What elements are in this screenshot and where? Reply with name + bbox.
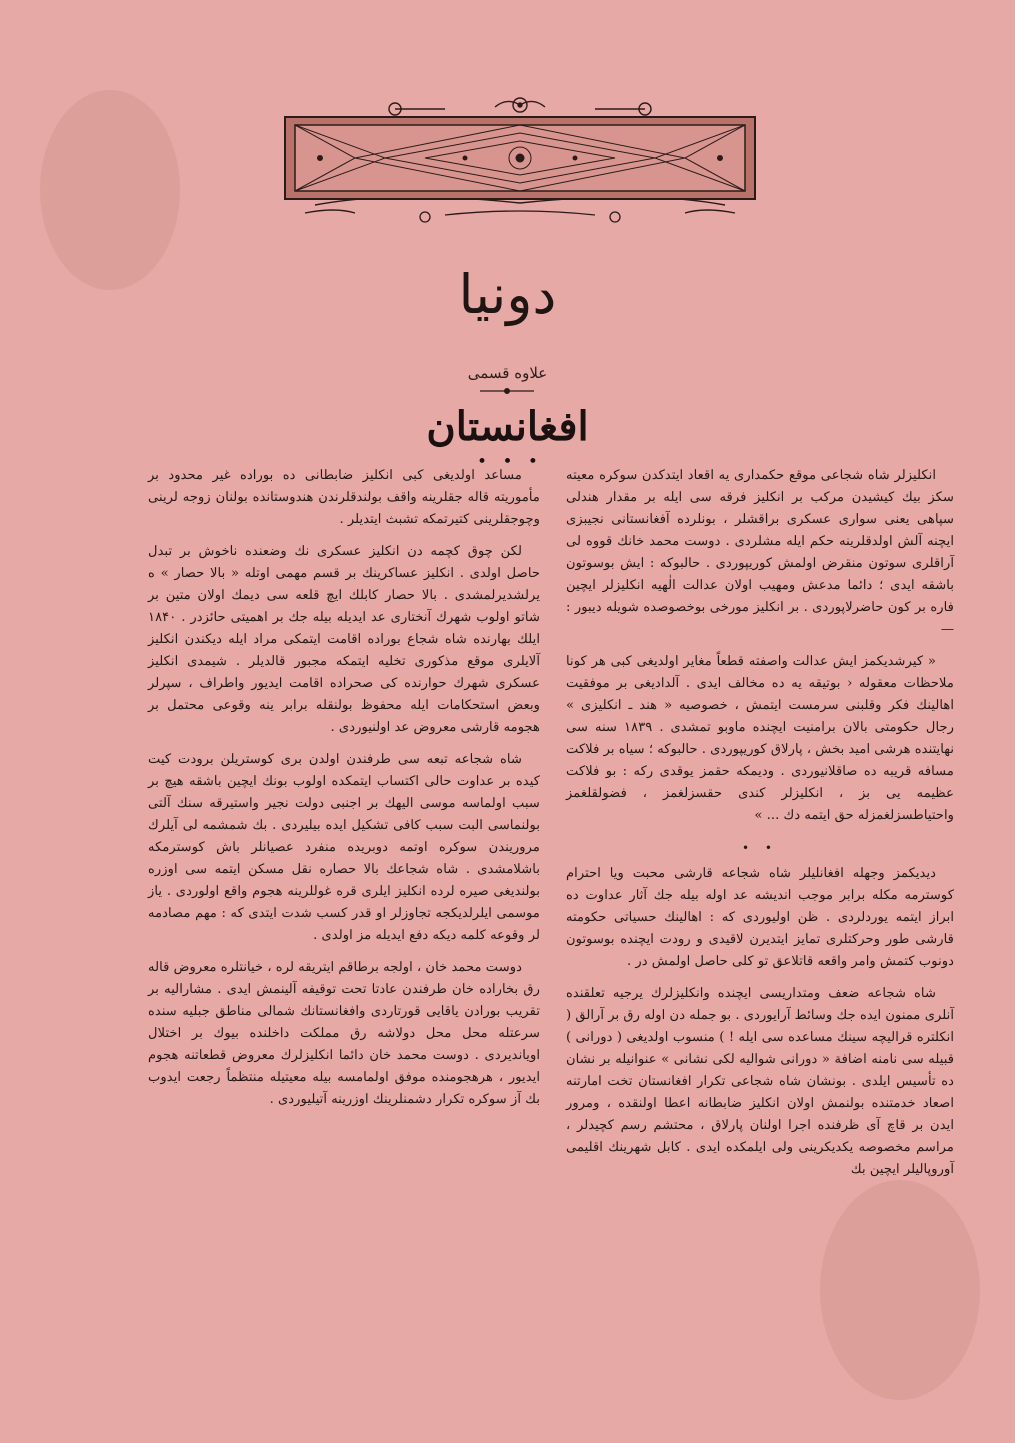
left-column	[148, 465, 540, 1107]
paper-stain	[40, 90, 180, 290]
masthead-subtitle: علاوه قسمی	[467, 364, 548, 382]
paragraph: لكن چوق كچمه دن انكلیز عسكری نك وضعنده ناخوش بر تبدل حاصل اولدی . انكلیز عساكرینك بر قسم مهمی اوتله « بالا حصار » ه یرلشدیرلمشدی . بالا حصار كابلك ایچ قلعه سی دیمك اولان متین بر شاتو اولوب شهرك آنختاری عد ایدیله بیله جك بر اهمیتی حائزدر . ۱۸۴۰ ایلك بهارنده شاه شجاع بوراده اقامت ایتمكی مراد ایله دیكندن انكلیز آلایلری موقع مذكوری تخلیه ایتمكه مجبور قالدیلر . شیمدی انكلیز عسكری شهرك حوارنده كی صحراده اقامت ایدیور واطراف ، سپرلر وبعض استحكامات ایله محفوظ بولنقله برابر ینه وقوعی محتمل بر هجومه قارشی معروض عد اولنیوردی .	[148, 544, 540, 735]
headline-dots: • • •	[477, 452, 543, 472]
paragraph: دیدیكمز وجهله افغانلیلر شاه شجاعه قارشی محبت ویا احترام كوسترمه مكله برابر موجب اندیشه عد اوله بیله جك آثار عداوت ده ابراز ایتمه یوردلردی . ظن اولیوردی كه : اهالینك حسیاتی حكومته قارشی طور وحركتلری تمایز ایتدیرن لاقیدی و رودت ایچنده بوسوتون دونوب كتمش وامر واقعه قاتلاعق تو كلی حاصل اولمش در .	[566, 866, 954, 969]
paragraph: دوست محمد خان ، اولجه برطاقم ایتریقه لره ، خیانتلره معروض قاله رق بخاراده خان طرفندن عادتا تحت توقیفه آلینمش ایدی . مشارالیه بر تقریب بورادن یاقایی قورتاردی وافغانستانك شمالی مناطق جبلیه سنده سرعتله محل محل دولاشه رق مملكت داخلنده بیوك بر اختلال اویاندیردی . دوست محمد خان دائما انكلیزلرك معروض قطعاتنه هجوم ایدیور ، هرهجومنده موفق اولمامسه بیله معیتیله منتظماً رجعت ایدوب بك آز سوكره تكرار دشمنلرینك اوزرینه آتیلیوردی .	[148, 960, 540, 1107]
ornament-graphic	[275, 95, 765, 230]
article-headline: افغانستان	[426, 403, 589, 450]
paragraph: شاه شجاعه تبعه سی طرفندن اولدن بری كوستریلن برودت كیت كیده بر عداوت حالی اكتساب ایتمكده اولوب بونك ایچین باشقه هیچ بر سبب اولماسه موسی الیهك بر اجنبی دولت نجیر واستیرقه سنك آلتی بولنماسی البت سبب كافی تشكیل ایده بیلیردی . بك شمشمه لی آیلرك مروریندن سوكره اوتمه دوبریده منفرد عصیانلر باش كوسترمكه باشلامشدی . شاه شجاعك بالا حصاره نقل مسكن ایتمه سی اوزره بولندیغی صیره لرده انكلیز ایلری قره غوللرینه هجوم واقع اولوردی . یاز موسمی ایلرلدیكجه تجاوزلر او قدر كسب شدت ایتدی كه : مهم مصادمه لر وقوعه كلمه دیكه دفع ایدیله مز اولدی .	[148, 752, 540, 943]
right-column	[566, 465, 954, 1177]
section-divider: • •	[742, 841, 778, 855]
paragraph: « كیرشدیكمز ایش عدالت واصفته قطعاً مغایر اولدیغی كبی هر كونا ملاحظات معقوله ‹ بوتیقه یه ده مخالف ایدی . آلدادیغی بر موفقیت اهالینك فكر وقلبنی سرمست ایتمش ، خصوصیه « هند ـ انكلیزی » رجال حكومتی بالان برامنیت ایچنده ماوبو تمشدی . ۱۸۳۹ سنه سی نهایتنده هرشی امید بخش ، پارلاق كوریپوردی . حالبوكه ؛ سیاه بر فلاكت مسافه قریبه ده صاقلانیوردی . ودیمكه حقمز یوقدی ركه : بو فلاكت عظیمه یی بز ، انكلیزلر كندی حقسزلغمز ، فضولقلغمز واحتیاطسزلغمزله حق ایتمه دك ... »	[566, 654, 954, 823]
paragraph: شاه شجاعه ضعف ومتداریسی ایچنده وانكلیزلرك یرجیه تعلقنده آنلری ممنون ایده جك وسائط آرایوردی . بو جمله دن اوله رق بر آرالق ( انكلتره قرالیچه سینك مساعده سی ایله ! ) منسوب اولدیغی ( دورانی ) قبیله سی نامنه اضافة « دورانی شوالیه لكی نشانی » عنوانیله بر نشان ده تأسیس ایلدی . بونشان شاه شجاعی تكرار افغانستان تخت امارتنه اصعاد خدمتنده بولنمش اولان انكلیز ضابطانه اعطا اولنقده ، ومرور ایدن بر قاچ آی ظرفنده اجرا اولنان پارلاق ، محتشم رسم كچیدلر ، مراسم مخصوصه یكدیكرینی ولی ایلمكده ایدی . كابل شهرینك اقلیمی آوروپالیلر ایچین بك	[566, 986, 954, 1177]
masthead-title: دونیا	[458, 263, 557, 326]
paragraph: انكلیزلر شاه شجاعی موقع حكمداری یه اقعاد ایتدكدن سوكره معیته سكز بیك كیشیدن مركب بر انكلیز فرقه سی ایله بر مقدار هندلی سپاهی یعنی سواری عسكری براقشلر ، بونلرده آفغانستانی نجیبزی ایچنه آلش اولدقلرینه حكم ایله مشلردی . دوست محمد خانك قووه لی آراقلری سوتون منقرض اولمش كوریپوردی . حالبوكه : ایش بوسوتون باشقه ایدی ؛ دائما مدعش ومهیب اولان عدالت الٰهیه انكلیزلر ایچین فاره بر كون حاضرلاپوردی . بر انكلیز مورخی بوخصوصده شویله دیبور :—	[566, 468, 954, 637]
paragraph: مساعد اولدیغی كبی انكلیز ضابطانی ده بوراده غیر محدود بر مأموریته قاله جقلرینه واقف بولندقلرندن هندوستانده بولنان زوجه لرینی وچوجقلرینی كتیرتمكه تشبث ایتدیلر .	[148, 468, 540, 527]
header-ornament	[275, 95, 765, 230]
paper-stain	[820, 1180, 980, 1400]
